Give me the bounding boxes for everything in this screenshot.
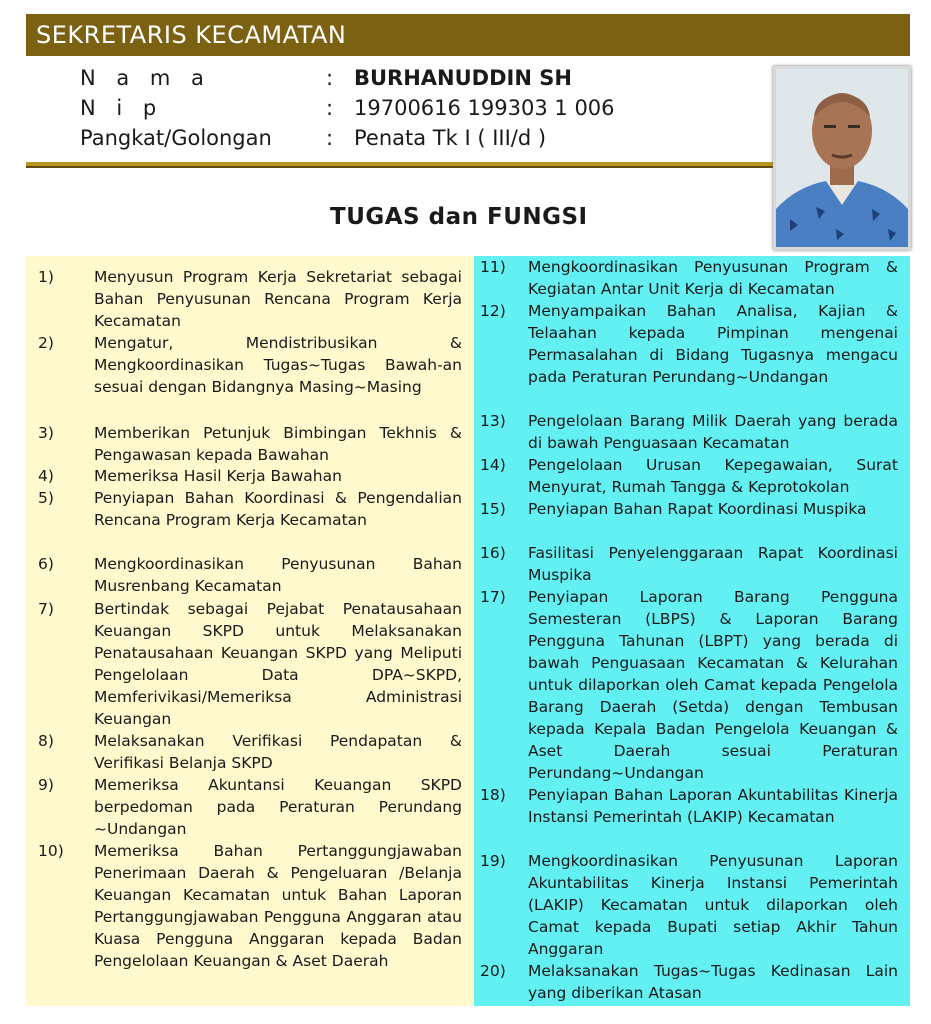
item-number: 9) — [38, 776, 54, 794]
item-text: Menyampaikan Bahan Analisa, Kajian & Telaahan kepada Pimpinan mengenai Permasalahan di Bidang Tugasnya mengacu pada Peraturan Perundang~Undangan — [528, 302, 898, 386]
nip-label: N i p — [80, 96, 164, 120]
item-number: 6) — [38, 555, 54, 573]
profile-photo — [773, 66, 911, 250]
item-text: Bertindak sebagai Pejabat Penatausahaan Keuangan SKPD untuk Melaksanakan Penatausahaan Keuangan SKPD yang Meliputi Pengelolaan Data DPA~SKPD, Memferivikasi/Memeriksa Administrasi Keuangan — [94, 600, 462, 728]
item-number: 17) — [480, 588, 506, 606]
item-text: Pengelolaan Urusan Kepegawaian, Surat Menyurat, Rumah Tangga & Keprotokolan — [528, 456, 898, 496]
item-number: 11) — [480, 258, 506, 276]
item-number: 18) — [480, 786, 506, 804]
item-number: 12) — [480, 302, 506, 320]
item-number: 1) — [38, 268, 54, 286]
item-number: 5) — [38, 489, 54, 507]
item-number: 8) — [38, 732, 54, 750]
item-text: Mengkoordinasikan Penyusunan Bahan Musrenbang Kecamatan — [94, 555, 462, 595]
duties-right-column — [474, 256, 910, 1006]
item-text: Melaksanakan Verifikasi Pendapatan & Verifikasi Belanja SKPD — [94, 732, 462, 772]
item-number: 15) — [480, 500, 506, 518]
item-text: Penyiapan Bahan Koordinasi & Pengendalian Rencana Program Kerja Kecamatan — [94, 489, 462, 529]
item-text: Memberikan Petunjuk Bimbingan Tekhnis & Pengawasan kepada Bawahan — [94, 424, 462, 464]
item-text: Mengkoordinasikan Penyusunan Laporan Akuntabilitas Kinerja Instansi Pemerintah (LAKIP) Kecamatan untuk dilaporkan oleh Camat kepada Bupati setiap Akhir Tahun Anggaran — [528, 852, 898, 958]
item-text: Penyiapan Bahan Laporan Akuntabilitas Kinerja Instansi Pemerintah (LAKIP) Kecamatan — [528, 786, 898, 826]
item-text: Melaksanakan Tugas~Tugas Kedinasan Lain yang diberikan Atasan — [528, 962, 898, 1002]
name-label: N a m a — [80, 66, 211, 90]
duties-left-column — [26, 256, 474, 1006]
item-text: Mengatur, Mendistribusikan & Mengkoordinasikan Tugas~Tugas Bawah-an sesuai dengan Bidangnya Masing~Masing — [94, 334, 462, 396]
page-title: SEKRETARIS KECAMATAN — [36, 21, 347, 49]
nip-colon: : — [326, 96, 334, 120]
item-number: 20) — [480, 962, 506, 980]
title-bar — [26, 14, 910, 56]
rank-label: Pangkat/Golongan — [80, 126, 272, 150]
name-value: BURHANUDDIN SH — [354, 66, 572, 90]
item-number: 14) — [480, 456, 506, 474]
item-text: Pengelolaan Barang Milik Daerah yang berada di bawah Penguasaan Kecamatan — [528, 412, 898, 452]
item-number: 3) — [38, 424, 54, 442]
nip-value: 19700616 199303 1 006 — [354, 96, 615, 120]
item-text: Memeriksa Hasil Kerja Bawahan — [94, 467, 342, 485]
item-text: Menyusun Program Kerja Sekretariat sebagai Bahan Penyusunan Rencana Program Kerja Kecamatan — [94, 268, 462, 330]
item-number: 2) — [38, 334, 54, 352]
item-text: Mengkoordinasikan Penyusunan Program & Kegiatan Antar Unit Kerja di Kecamatan — [528, 258, 898, 298]
item-text: Memeriksa Bahan Pertanggungjawaban Penerimaan Daerah & Pengeluaran /Belanja Keuangan Kecamatan untuk Bahan Laporan Pertanggungjawaban Pengguna Anggaran atau Kuasa Pengguna Anggaran kepada Badan Pengelolaan Keuangan & Aset Daerah — [94, 842, 462, 970]
item-text: Memeriksa Akuntansi Keuangan SKPD berpedoman pada Peraturan Perundang ~Undangan — [94, 776, 462, 838]
rank-colon: : — [326, 126, 334, 150]
rank-value: Penata Tk I ( III/d ) — [354, 126, 547, 150]
item-number: 13) — [480, 412, 506, 430]
item-number: 16) — [480, 544, 506, 562]
item-text: Penyiapan Laporan Barang Pengguna Semesteran (LBPS) & Laporan Barang Pengguna Tahunan (LBPT) yang berada di bawah Penguasaan Kecamatan & Kelurahan untuk dilaporkan oleh Camat kepada Pengelola Barang Daerah (Setda) dengan Tembusan kepada Kepala Badan Pengelola Keuangan & Aset Daerah sesuai Peraturan Perundang~Undangan — [528, 588, 898, 782]
item-number: 4) — [38, 467, 54, 485]
item-text: Fasilitasi Penyelenggaraan Rapat Koordinasi Muspika — [528, 544, 898, 584]
item-number: 7) — [38, 600, 54, 618]
item-number: 19) — [480, 852, 506, 870]
name-colon: : — [326, 66, 334, 90]
section-title: TUGAS dan FUNGSI — [330, 204, 588, 230]
item-number: 10) — [38, 842, 64, 860]
item-text: Penyiapan Bahan Rapat Koordinasi Muspika — [528, 500, 867, 518]
portrait-illustration — [776, 69, 908, 247]
